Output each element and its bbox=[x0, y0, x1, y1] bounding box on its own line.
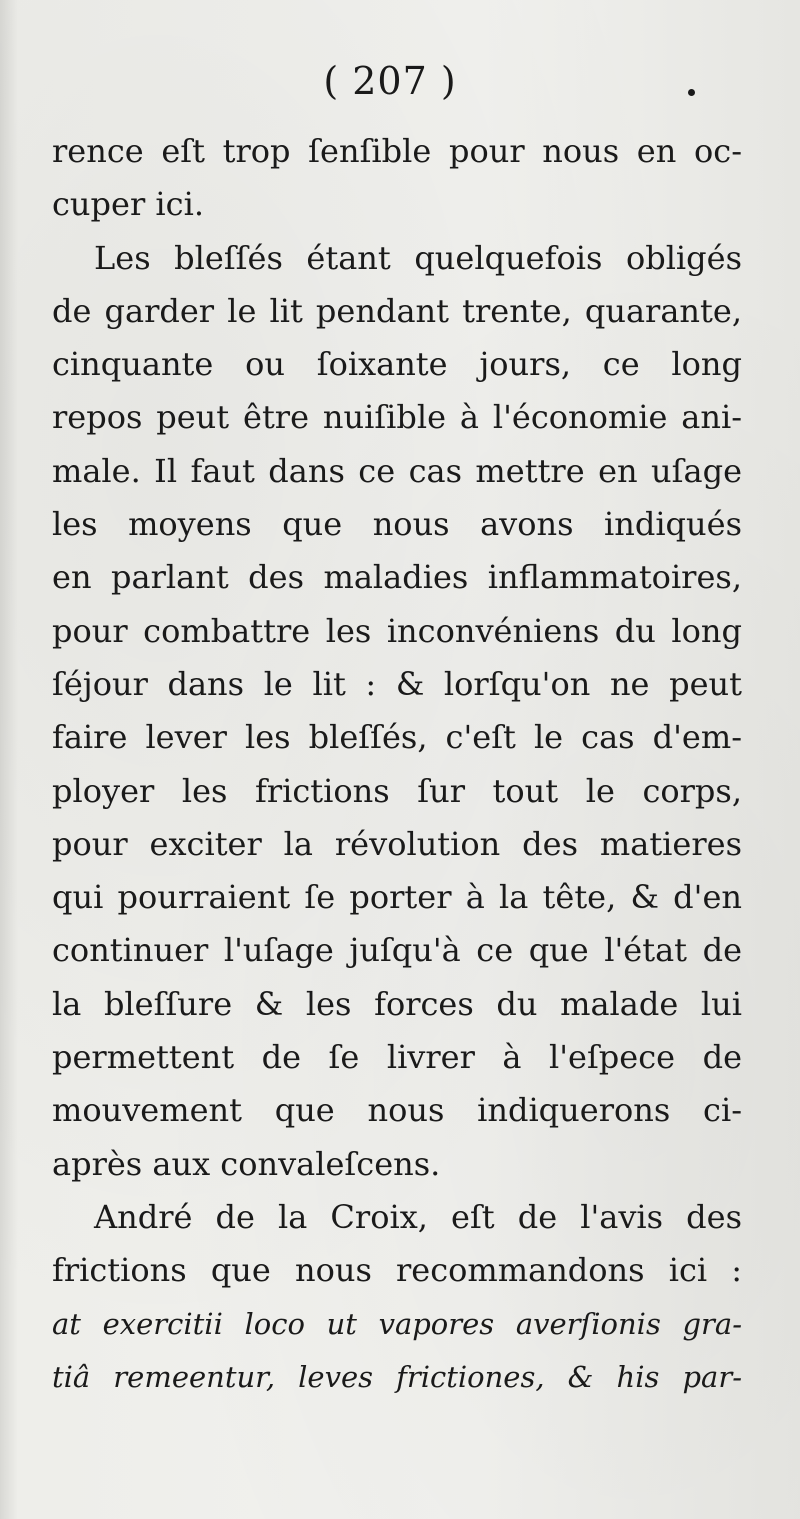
text-line: de garder le lit pendant trente, quarante, bbox=[52, 291, 742, 330]
text-line: cinquante ou ſoixante jours, ce long bbox=[52, 345, 742, 384]
body-text bbox=[52, 125, 742, 1404]
text-line: après aux convaleſcens. bbox=[52, 1144, 441, 1183]
paragraph-start-line: André de la Croix, eſt de l'avis des bbox=[94, 1197, 742, 1236]
text-line: la bleſſure & les forces du malade lui bbox=[52, 984, 742, 1023]
page-header bbox=[0, 56, 800, 106]
text-line: qui pourraient ſe porter à la tête, & d'en bbox=[52, 878, 742, 917]
text-line: en parlant des maladies inflammatoires, bbox=[52, 558, 742, 597]
text-line: pour combattre les inconvéniens du long bbox=[52, 611, 742, 650]
text-line: repos peut être nuiſible à l'économie ani- bbox=[52, 398, 742, 437]
header-dot bbox=[688, 89, 695, 96]
text-line: frictions que nous recommandons ici : bbox=[52, 1251, 742, 1290]
latin-quote-line: at exercitii loco ut vapores averſionis gra- bbox=[52, 1306, 742, 1341]
text-line: mouvement que nous indiquerons ci- bbox=[52, 1091, 742, 1130]
text-line: permettent de ſe livrer à l'eſpece de bbox=[52, 1038, 742, 1077]
text-line: rence eſt trop ſenſible pour nous en oc- bbox=[52, 132, 742, 170]
text-line: continuer l'uſage juſqu'à ce que l'état de bbox=[52, 931, 742, 970]
text-line: cuper ici. bbox=[52, 185, 204, 224]
text-line: male. Il faut dans ce cas mettre en uſage bbox=[52, 451, 742, 490]
page-number: ( 207 ) bbox=[323, 59, 457, 103]
text-line: les moyens que nous avons indiqués bbox=[52, 505, 742, 544]
latin-quote-line: tiâ remeentur, leves frictiones, & his par- bbox=[52, 1359, 742, 1394]
paragraph-start-line: Les bleſſés étant quelquefois obligés bbox=[94, 238, 742, 277]
text-line: pour exciter la révolution des matieres bbox=[52, 824, 742, 863]
text-line: ſéjour dans le lit : & lorſqu'on ne peut bbox=[52, 664, 742, 703]
text-line: faire lever les bleſſés, c'eſt le cas d'em- bbox=[52, 718, 742, 757]
text-line: ployer les frictions ſur tout le corps, bbox=[52, 771, 742, 810]
